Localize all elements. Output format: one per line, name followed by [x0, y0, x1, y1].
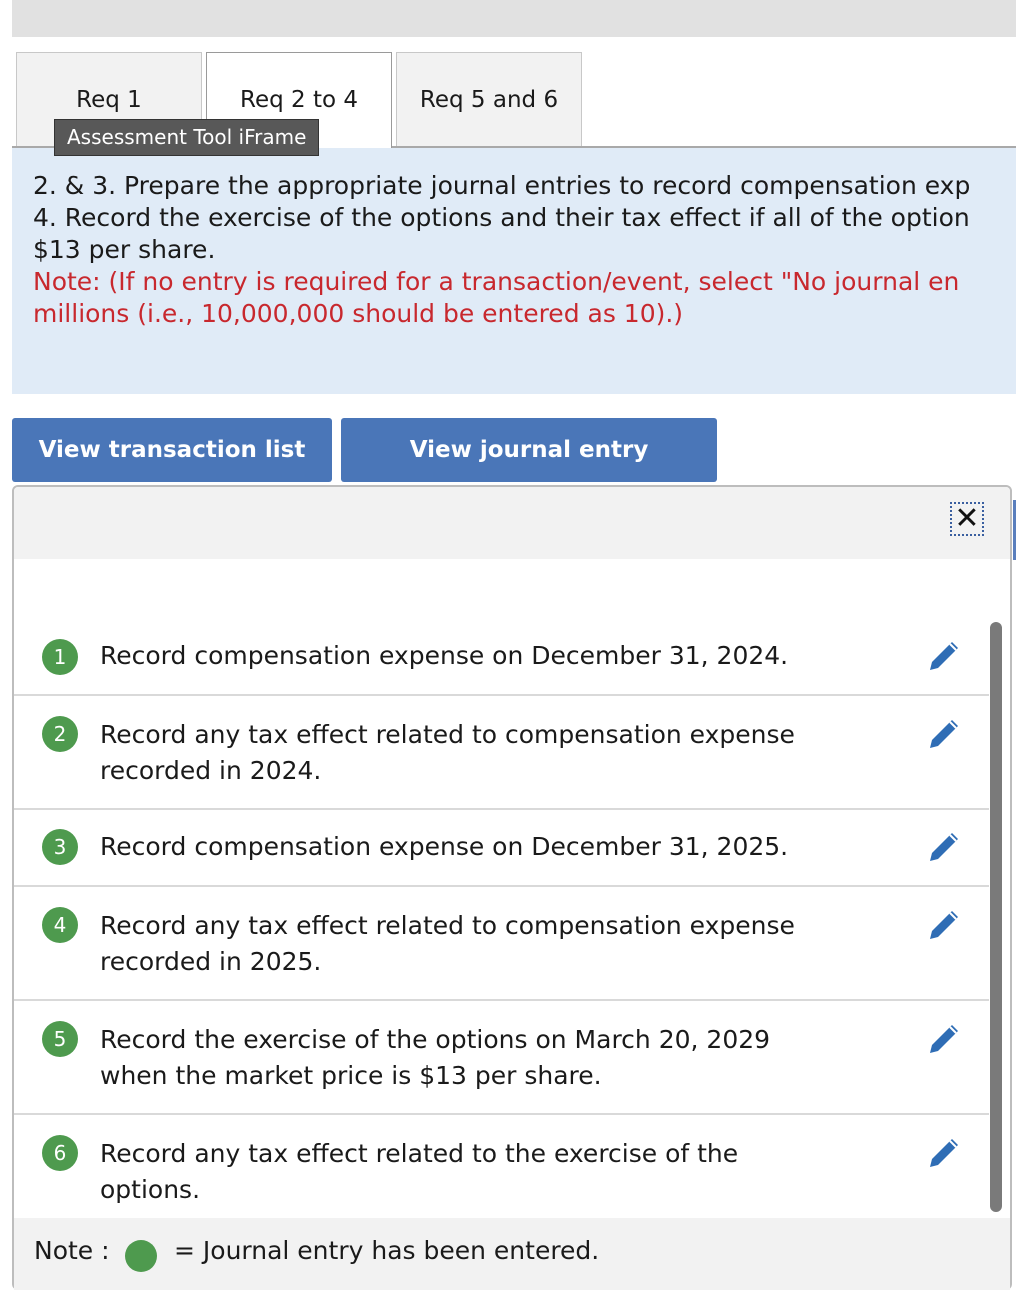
pencil-icon[interactable]	[924, 1019, 964, 1059]
status-badge: 4	[42, 907, 78, 943]
pencil-icon[interactable]	[924, 1133, 964, 1173]
note-label: Note :	[34, 1236, 110, 1265]
transaction-text: Record the exercise of the options on March 20, 2029 when the market price is $13 per share.	[100, 1025, 771, 1090]
transaction-row-5	[14, 1001, 989, 1115]
scrollbar[interactable]	[990, 622, 1002, 1212]
transaction-text: Record any tax effect related to compensation expense recorded in 2024.	[100, 720, 795, 785]
transaction-row-3	[14, 810, 989, 887]
view-transaction-list-button[interactable]: View transaction list	[12, 418, 332, 482]
pencil-icon[interactable]	[924, 827, 964, 867]
status-badge: 3	[42, 829, 78, 865]
pencil-icon[interactable]	[924, 636, 964, 676]
transaction-row-6	[14, 1115, 989, 1218]
status-badge: 1	[42, 639, 78, 675]
status-badge: 5	[42, 1021, 78, 1057]
view-journal-worksheet-button[interactable]: View journal entry	[341, 418, 717, 482]
pencil-icon[interactable]	[924, 714, 964, 754]
legend-bar	[14, 1218, 1010, 1290]
legend-text: = Journal entry has been entered.	[174, 1236, 600, 1265]
transaction-text: Record any tax effect related to compensation expense recorded in 2025.	[100, 911, 795, 976]
instruction-line: 2. & 3. Prepare the appropriate journal entries to record compensation exp	[33, 171, 971, 200]
tab-req-5-and-6[interactable]	[396, 52, 582, 146]
tab-label: Req 5 and 6	[419, 87, 559, 113]
panel-header	[14, 487, 1010, 559]
instructions-panel	[12, 146, 1016, 394]
status-badge: 6	[42, 1135, 78, 1171]
tab-label: Req 2 to 4	[240, 87, 358, 113]
top-bar	[12, 0, 1016, 37]
instruction-line: $13 per share.	[33, 235, 216, 264]
instruction-note: millions (i.e., 10,000,000 should be entered as 10).)	[33, 299, 684, 328]
tab-label: Req 1	[76, 87, 142, 113]
transaction-row-1	[14, 620, 989, 696]
close-icon[interactable]: ✕	[950, 502, 984, 536]
transaction-text: Record any tax effect related to the exercise of the options.	[100, 1139, 739, 1204]
assessment-tooltip: Assessment Tool iFrame	[54, 119, 319, 156]
transaction-row-2	[14, 696, 989, 810]
transaction-row-4	[14, 887, 989, 1001]
instruction-note: Note: (If no entry is required for a transaction/event, select "No journal en	[33, 267, 960, 296]
status-badge: 2	[42, 716, 78, 752]
transaction-text: Record compensation expense on December 31, 2025.	[100, 832, 789, 861]
done-indicator-icon	[125, 1240, 157, 1272]
transaction-text: Record compensation expense on December 31, 2024.	[100, 641, 789, 670]
instruction-line: 4. Record the exercise of the options and their tax effect if all of the option	[33, 203, 970, 232]
pencil-icon[interactable]	[924, 905, 964, 945]
